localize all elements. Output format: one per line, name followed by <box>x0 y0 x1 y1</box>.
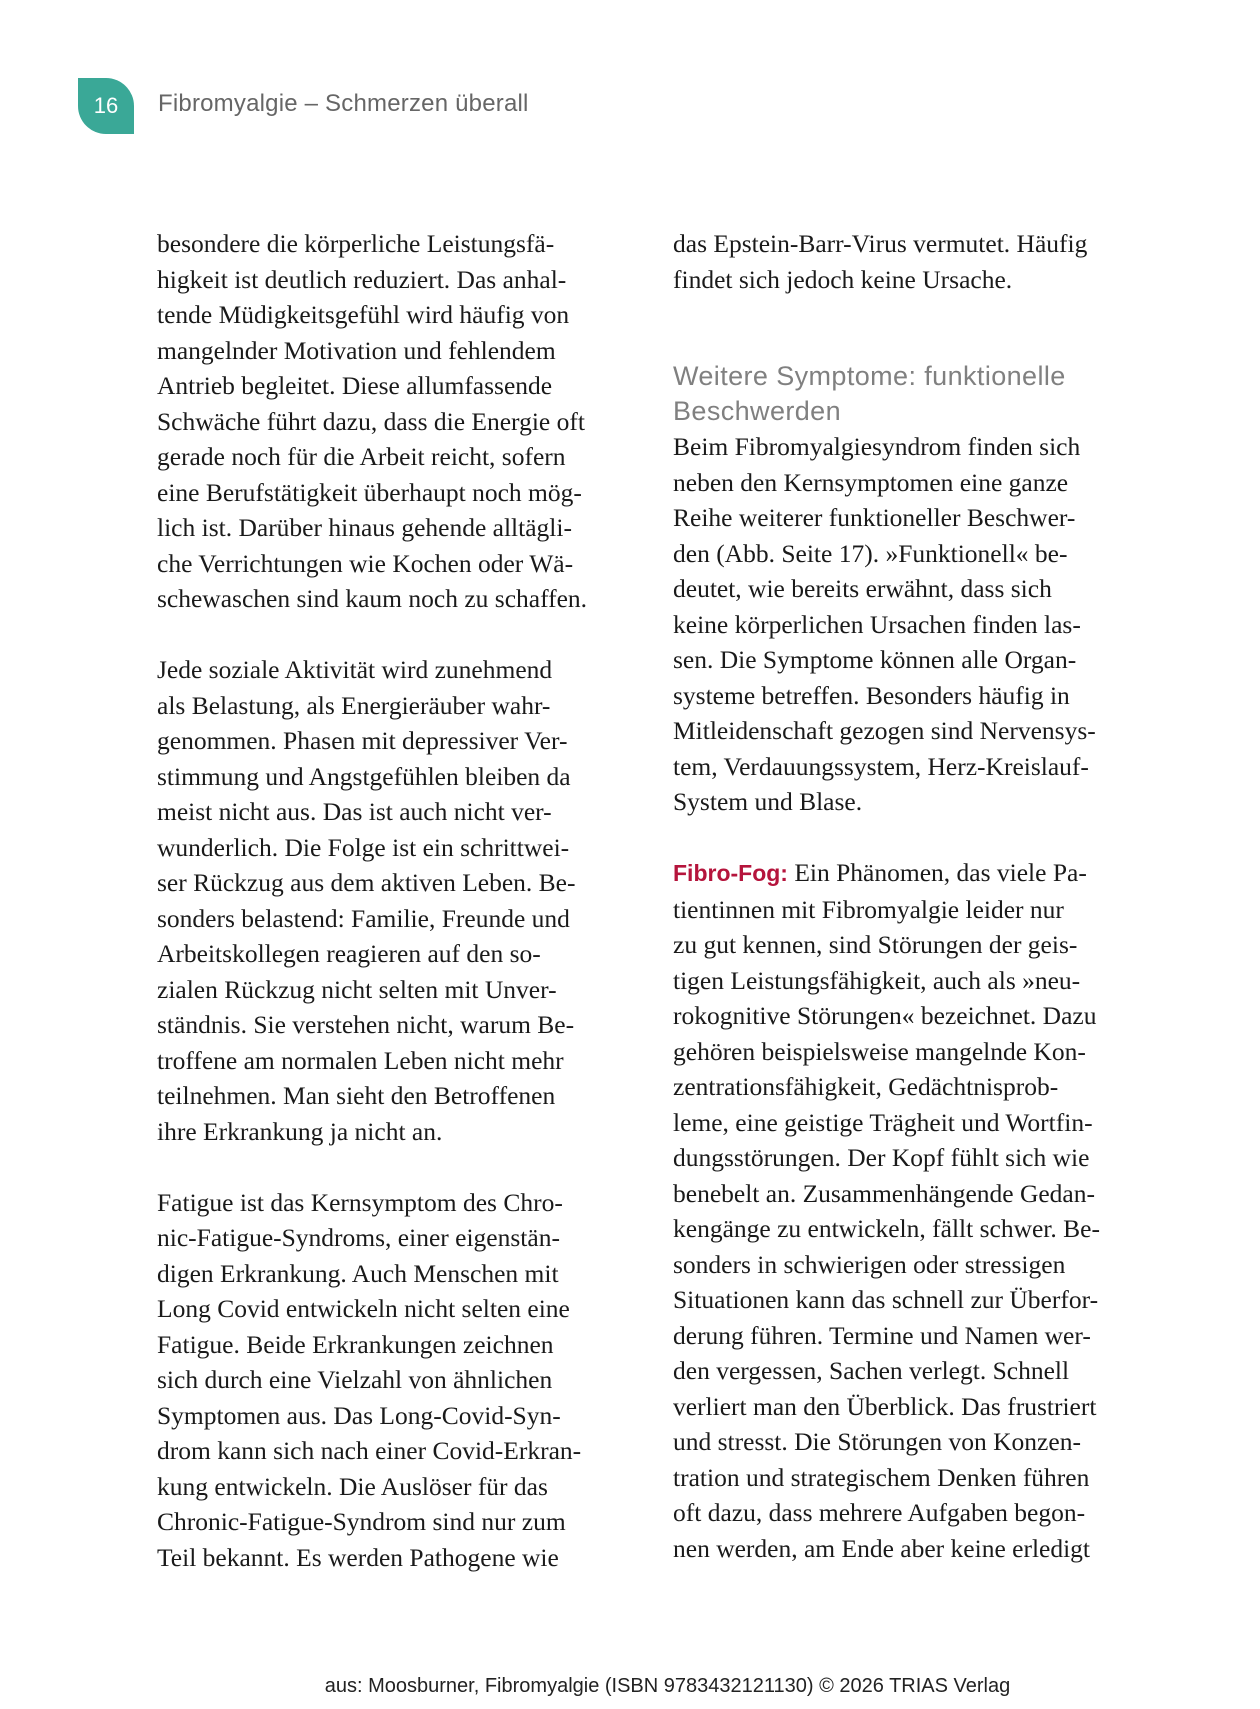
text-line: als Belastung, als Energieräuber wahr- <box>157 690 551 720</box>
text-line: higkeit ist deutlich reduziert. Das anhal- <box>157 264 567 294</box>
heading-line: Weitere Symptome: funktionelle <box>673 361 1066 391</box>
text-line: kengänge zu entwickeln, fällt schwer. Be- <box>673 1214 1100 1243</box>
text-line: Chronic-Fatigue-Syndrom sind nur zum <box>157 1507 566 1536</box>
text-line: Situationen kann das schnell zur Überfor- <box>673 1285 1099 1314</box>
text-line: troffene am normalen Leben nicht mehr <box>157 1045 564 1075</box>
text-line: oft dazu, dass mehrere Aufgaben begon- <box>673 1498 1086 1527</box>
paragraph <box>673 429 1163 820</box>
text-line: deutet, wie bereits erwähnt, dass sich <box>673 574 1052 603</box>
text-line: tration und strategischem Denken führen <box>673 1462 1090 1492</box>
text-line: Arbeitskollegen reagieren auf den so- <box>157 939 541 968</box>
text-line: System und Blase. <box>673 787 863 816</box>
text-line: che Verrichtungen wie Kochen oder Wä- <box>157 548 574 578</box>
text-fragment: Ein Phänomen, das viele Pa- <box>787 858 1087 887</box>
paragraph-gap <box>157 617 637 653</box>
text-line <box>673 855 1163 892</box>
text-line: ihre Erkrankung ja nicht an. <box>157 1116 443 1146</box>
page-number: 16 <box>93 93 119 118</box>
text-line: den vergessen, Sachen verlegt. Schnell <box>673 1356 1070 1385</box>
text-line: tende Müdigkeitsgefühl wird häufig von <box>157 300 570 329</box>
right-column <box>673 226 1163 1566</box>
text-line: neben den Kernsymptomen eine ganze <box>673 467 1069 497</box>
text-line: sich durch eine Vielzahl von ähnlichen <box>157 1365 553 1394</box>
text-line: zu gut kennen, sind Störungen der geis- <box>673 930 1078 959</box>
source-footer: aus: Moosburner, Fibromyalgie (ISBN 9783432121130) © 2026 TRIAS Verlag <box>324 1675 1011 1697</box>
text-line: ständnis. Sie verstehen nicht, warum Be- <box>157 1010 575 1039</box>
text-line: Symptomen aus. Das Long-Covid-Syn- <box>157 1400 561 1430</box>
text-line: besondere die körperliche Leistungsfä- <box>157 229 555 258</box>
text-line: Schwäche führt dazu, dass die Energie oft <box>157 406 585 436</box>
text-line: leme, eine geistige Trägheit und Wortfin- <box>673 1107 1093 1137</box>
text-line: keine körperlichen Ursachen finden las- <box>673 609 1081 639</box>
text-line: lich ist. Darüber hinaus gehende alltägli- <box>157 513 572 542</box>
text-line: den (Abb. Seite 17). »Funktionell« be- <box>673 538 1068 568</box>
text-line: systeme betreffen. Besonders häufig in <box>673 680 1070 710</box>
paragraph <box>673 226 1163 297</box>
text-line: Teil bekannt. Es werden Pathogene wie <box>157 1542 559 1572</box>
text-line: teilnehmen. Man sieht den Betroffenen <box>157 1081 556 1110</box>
text-line: wunderlich. Die Folge ist ein schrittwei- <box>157 832 570 862</box>
text-line: und stresst. Die Störungen von Konzen- <box>673 1427 1081 1456</box>
text-line: digen Erkrankung. Auch Menschen mit <box>157 1258 559 1288</box>
text-line: drom kann sich nach einer Covid-Erkran- <box>157 1436 582 1465</box>
text-line: das Epstein-Barr-Virus vermutet. Häufig <box>673 229 1088 258</box>
paragraph-gap <box>157 1149 637 1185</box>
text-line: rokognitive Störungen« bezeichnet. Dazu <box>673 1001 1097 1030</box>
fibro-fog-label: Fibro-Fog: <box>673 860 788 886</box>
heading-line: Beschwerden <box>673 396 841 426</box>
text-line: Antrieb begleitet. Diese allumfassende <box>157 371 553 400</box>
text-line: nic-Fatigue-Syndroms, einer eigenstän- <box>157 1223 560 1252</box>
text-line: sen. Die Symptome können alle Organ- <box>673 645 1077 674</box>
text-line: stimmung und Angstgefühlen bleiben da <box>157 761 571 791</box>
text-line: schewaschen sind kaum noch zu schaffen. <box>157 584 588 613</box>
left-column <box>157 226 637 1575</box>
text-line: sonders belastend: Familie, Freunde und <box>157 903 570 933</box>
text-line: Jede soziale Aktivität wird zunehmend <box>157 655 553 684</box>
text-line: sonders in schwierigen oder stressigen <box>673 1249 1066 1279</box>
text-line: mangelnder Motivation und fehlendem <box>157 335 556 365</box>
paragraph <box>673 855 1163 1566</box>
text-line: tem, Verdauungssystem, Herz-Kreislauf- <box>673 751 1089 781</box>
text-line: ser Rückzug aus dem aktiven Leben. Be- <box>157 868 576 897</box>
text-line: eine Berufstätigkeit überhaupt noch mög- <box>157 477 582 507</box>
paragraph <box>157 652 637 1149</box>
text-line: kung entwickeln. Die Auslöser für das <box>157 1471 548 1501</box>
text-line: zentrationsfähigkeit, Gedächtnisprob- <box>673 1072 1059 1101</box>
section-gap <box>673 297 1163 359</box>
paragraph-gap <box>673 820 1163 856</box>
running-title: Fibromyalgie – Schmerzen überall <box>158 90 529 117</box>
text-line: gerade noch für die Arbeit reicht, sofern <box>157 442 566 471</box>
text-line: benebelt an. Zusammenhängende Gedan- <box>673 1178 1095 1208</box>
text-line: meist nicht aus. Das ist auch nicht ver- <box>157 797 552 826</box>
section-heading <box>673 359 1163 429</box>
text-line: Fatigue. Beide Erkrankungen zeichnen <box>157 1329 554 1359</box>
text-line: genommen. Phasen mit depressiver Ver- <box>157 726 568 755</box>
text-line: tigen Leistungsfähigkeit, auch als »neu- <box>673 965 1081 995</box>
text-line: Fatigue ist das Kernsymptom des Chro- <box>157 1187 563 1217</box>
text-line: Beim Fibromyalgiesyndrom finden sich <box>673 432 1081 461</box>
text-line: tientinnen mit Fibromyalgie leider nur <box>673 894 1064 924</box>
page-number-badge <box>78 78 134 134</box>
text-line: Mitleidenschaft gezogen sind Nervensys- <box>673 716 1096 745</box>
text-line: dungsstörungen. Der Kopf fühlt sich wie <box>673 1143 1090 1172</box>
paragraph <box>157 1185 637 1576</box>
text-line: verliert man den Überblick. Das frustriert <box>673 1391 1097 1421</box>
text-line: Reihe weiterer funktioneller Beschwer- <box>673 503 1076 532</box>
text-line: zialen Rückzug nicht selten mit Unver- <box>157 974 557 1004</box>
text-line: findet sich jedoch keine Ursache. <box>673 264 1013 294</box>
text-line: derung führen. Termine und Namen wer- <box>673 1320 1091 1350</box>
text-line: Long Covid entwickeln nicht selten eine <box>157 1294 570 1323</box>
paragraph <box>157 226 637 617</box>
text-line: nen werden, am Ende aber keine erledigt <box>673 1533 1091 1563</box>
text-line: gehören beispielsweise mangelnde Kon- <box>673 1036 1086 1066</box>
